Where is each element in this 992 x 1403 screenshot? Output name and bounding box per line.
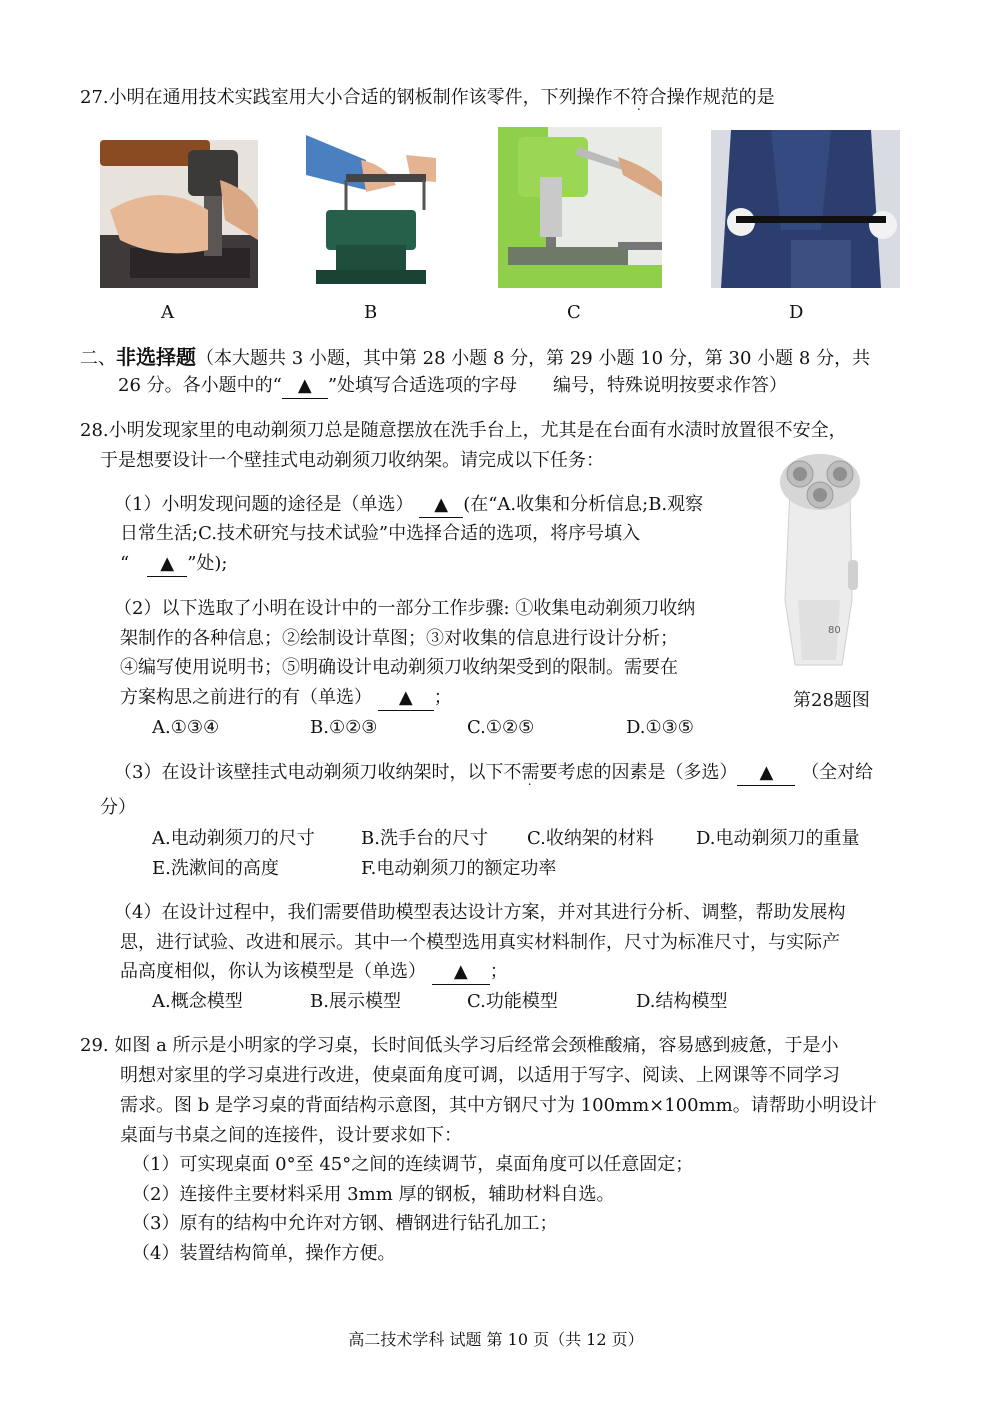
q28-part3-option-e: E.洗漱间的高度 bbox=[152, 858, 279, 879]
section2-heading: 二、非选择题（本大题共 3 小题，其中第 28 小题 8 分，第 29 小题 10 分，第 30 小题 8 分，共 bbox=[80, 345, 871, 369]
q29-requirement-2: （2）连接件主要材料采用 3mm 厚的钢板，辅助材料自选。 bbox=[132, 1184, 615, 1205]
answer-blank: ▲ bbox=[737, 761, 795, 786]
q28-part4-line1: （4）在设计过程中，我们需要借助模型表达设计方案，并对其进行分析、调整，帮助发展构 bbox=[114, 902, 846, 923]
q28-part4-option-c: C.功能模型 bbox=[467, 991, 558, 1012]
q28-figure-caption: 第28题图 bbox=[793, 690, 870, 711]
q28-part4-line2: 思，进行试验、改进和展示。其中一个模型选用真实材料制作，尺寸为标准尺寸，与实际产 bbox=[120, 932, 840, 953]
q28-part1-line2: 日常生活;C.技术研究与技术试验”中选择合适的选项，将序号填入 bbox=[120, 523, 641, 544]
q28-part3-line1: （3）在设计该壁挂式电动剃须刀收纳架时，以下不需要考虑的因素是（多选） ▲ （全对给 bbox=[114, 761, 873, 786]
option-label-d: D bbox=[789, 302, 804, 323]
q28-part2-line2: 架制作的各种信息；②绘制设计草图；③对收集的信息进行设计分析； bbox=[120, 628, 678, 649]
photo-option-d bbox=[711, 130, 900, 288]
answer-blank: ▲ bbox=[432, 960, 490, 985]
option-label-b: B bbox=[364, 302, 378, 323]
shaver-figure bbox=[770, 450, 865, 672]
q28-part2-line1: （2）以下选取了小明在设计中的一部分工作步骤: ①收集电动剃须刀收纳 bbox=[114, 598, 696, 619]
shaver-display: 80 bbox=[828, 625, 841, 636]
q28-part1-line1: （1）小明发现问题的途径是（单选） ▲ (在“A.收集和分析信息;B.观察 bbox=[114, 493, 703, 518]
q29-requirement-1: （1）可实现桌面 0°至 45°之间的连续调节，桌面角度可以任意固定； bbox=[132, 1154, 694, 1175]
q28-part3-option-b: B.洗手台的尺寸 bbox=[361, 828, 488, 849]
page-footer: 高二技术学科 试题 第 10 页（共 12 页） bbox=[348, 1330, 644, 1349]
q28-part3-option-c: C.收纳架的材料 bbox=[527, 828, 654, 849]
answer-blank: ▲ bbox=[147, 552, 187, 577]
answer-blank: ▲ bbox=[282, 374, 328, 399]
q28-part3-option-a: A.电动剃须刀的尺寸 bbox=[152, 828, 315, 849]
q28-stem-1: 28.小明发现家里的电动剃须刀总是随意摆放在洗手台上，尤其是在台面有水渍时放置很不安全， bbox=[80, 420, 847, 441]
q29-stem-1: 29. 如图 a 所示是小明家的学习桌，长时间低头学习后经常会颈椎酸痛，容易感到疲惫，于是小 bbox=[80, 1035, 839, 1056]
q28-part4-option-a: A.概念模型 bbox=[152, 991, 243, 1012]
q29-requirement-4: （4）装置结构简单，操作方便。 bbox=[132, 1243, 396, 1264]
q28-part2-line4: 方案构思之前进行的有（单选） ▲ ； bbox=[120, 686, 452, 711]
q29-stem-3: 需求。图 b 是学习桌的背面结构示意图，其中方钢尺寸为 100mm×100mm。请帮助小明设计 bbox=[120, 1095, 877, 1116]
q28-part2-option-a: A.①③④ bbox=[152, 717, 220, 738]
q28-part1-line3: “ ▲ ”处); bbox=[120, 552, 228, 577]
photo-option-a bbox=[100, 140, 258, 288]
q28-part3-line2: 分） bbox=[100, 797, 136, 818]
q28-part2-option-b: B.①②③ bbox=[310, 717, 378, 738]
q28-part4-line3: 品高度相似，你认为该模型是（单选） ▲ ； bbox=[120, 960, 508, 985]
q28-part3-option-d: D.电动剃须刀的重量 bbox=[696, 828, 860, 849]
q28-part4-option-d: D.结构模型 bbox=[636, 991, 728, 1012]
q28-stem-2: 于是想要设计一个壁挂式电动剃须刀收纳架。请完成以下任务： bbox=[100, 450, 604, 471]
option-label-a: A bbox=[161, 302, 174, 323]
q29-requirement-3: （3）原有的结构中允许对方钢、槽钢进行钻孔加工； bbox=[132, 1213, 558, 1234]
option-label-c: C bbox=[567, 302, 581, 323]
section2-desc: 26 分。各小题中的“ ▲ ”处填写合适选项的字母 编号，特殊说明按要求作答） bbox=[118, 374, 787, 399]
answer-blank: ▲ bbox=[378, 686, 434, 711]
photo-option-c bbox=[498, 127, 662, 288]
q27-stem: 27.小明在通用技术实践室用大小合适的钢板制作该零件，下列操作不符合操作规范的是 bbox=[80, 87, 775, 108]
q28-part2-option-c: C.①②⑤ bbox=[467, 717, 535, 738]
q28-part4-option-b: B.展示模型 bbox=[310, 991, 401, 1012]
q29-stem-4: 桌面与书桌之间的连接件，设计要求如下： bbox=[120, 1125, 462, 1146]
q28-part3-option-f: F.电动剃须刀的额定功率 bbox=[361, 858, 557, 879]
photo-option-b bbox=[306, 130, 436, 288]
q28-part2-line3: ④编写使用说明书；⑤明确设计电动剃须刀收纳架受到的限制。需要在 bbox=[120, 657, 678, 678]
answer-blank: ▲ bbox=[419, 493, 463, 518]
q28-part2-option-d: D.①③⑤ bbox=[626, 717, 694, 738]
q29-stem-2: 明想对家里的学习桌进行改进，使桌面角度可调，以适用于写字、阅读、上网课等不同学习 bbox=[120, 1065, 840, 1086]
